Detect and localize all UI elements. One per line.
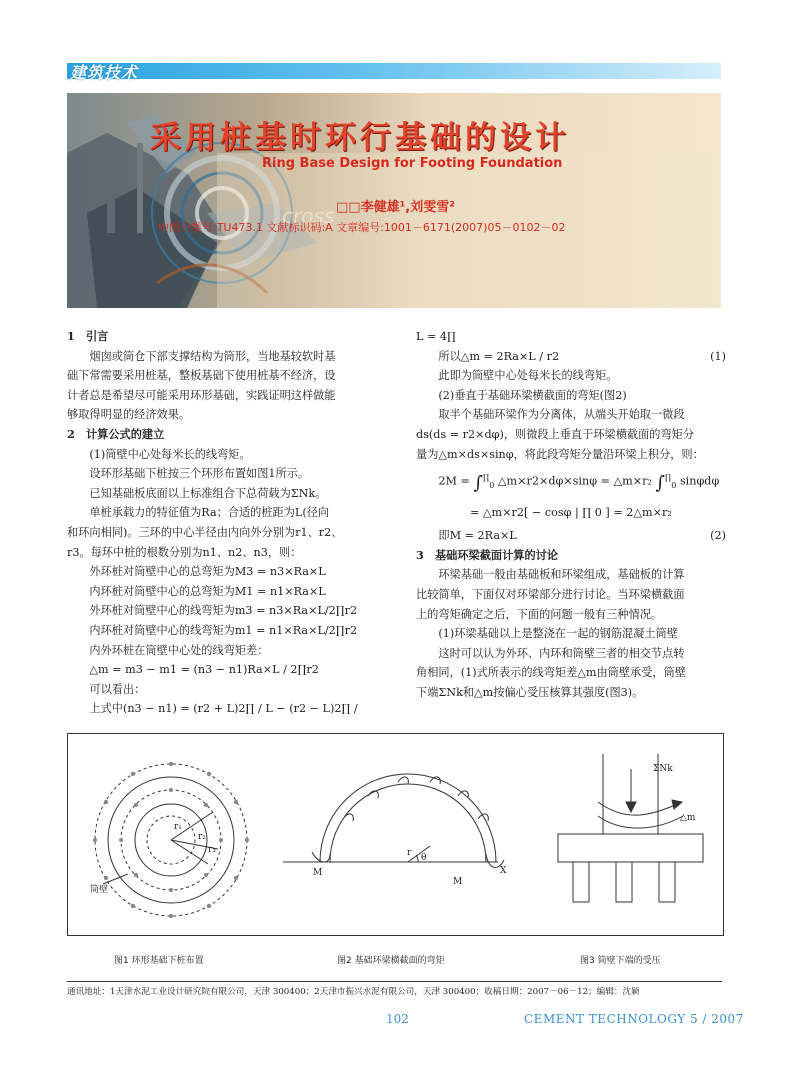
text-line: 烟囱或筒仓下部支撑结构为筒形，当地基较软时基 bbox=[89, 349, 336, 363]
integral-lower: 0 bbox=[489, 481, 495, 491]
text-line: (1)环梁基础以上是整浇在一起的钢筋混凝土筒壁 bbox=[438, 627, 678, 641]
equation-number: (1) bbox=[710, 349, 726, 363]
equation-text: 所以△m = 2Ra×L / r2 bbox=[438, 349, 560, 363]
text-line: 内环桩对筒壁中心的总弯矩为M1 = n1×Ra×L bbox=[89, 584, 326, 598]
figure-3-caption: 图3 筒壁下端的受压 bbox=[580, 956, 661, 966]
text-line: 和环向相同)。三环的中心半径由内向外分别为r1、r2、 bbox=[67, 525, 343, 539]
journal-name: CEMENT TECHNOLOGY 5 / 2007 bbox=[524, 1012, 744, 1026]
text-line: (1)筒壁中心处每米长的线弯矩。 bbox=[89, 447, 251, 461]
fig2-label-theta: θ bbox=[421, 853, 427, 863]
left-column bbox=[67, 327, 375, 719]
integral-sign-icon: ∫ bbox=[473, 472, 483, 494]
section-label: 建筑技术 bbox=[70, 63, 139, 82]
footnote-address: 通讯地址：1天津水泥工业设计研究院有限公司，天津 300400；2天津市振兴水泥有限公司，天津 300400；收稿日期：2007－06－12；编辑：沈颖 bbox=[67, 987, 640, 997]
integral-equation bbox=[416, 464, 726, 500]
text-line: 内环桩对筒壁中心的线弯矩为m1 = n1×Ra×L/2∏r2 bbox=[89, 623, 358, 637]
equation-1 bbox=[416, 347, 726, 367]
text-line: 已知基础板底面以上标准组合下总荷载为ΣNk。 bbox=[89, 486, 327, 500]
text-line: 下端ΣNk和△m按偏心受压核算其强度(图3)。 bbox=[416, 685, 644, 699]
page-title: 采用桩基时环行基础的设计 bbox=[150, 120, 570, 156]
text-line: 比较简单，下面仅对环梁部分进行讨论。当环梁横截面 bbox=[416, 587, 685, 601]
heading-intro: 1 引言 bbox=[67, 329, 109, 343]
header-band bbox=[67, 63, 721, 79]
integral-upper: ∏ bbox=[664, 473, 672, 483]
fig1-label-wall: 筒壁 bbox=[90, 885, 109, 895]
heading-discussion: 3 基础环梁截面计算的讨论 bbox=[416, 547, 559, 562]
text-line: 此即为筒壁中心处每米长的线弯矩。 bbox=[438, 369, 618, 383]
text-line: 量为△m×ds×sinφ，将此段弯矩分量沿环梁上积分，则： bbox=[416, 447, 704, 461]
text-line: 上的弯矩确定之后，下面的问题一般有三种情况。 bbox=[416, 607, 663, 621]
fig2-label-r: r bbox=[407, 848, 412, 858]
text-line: 上式中(n3 − n1) = (r2 + L)2∏ / L − (r2 − L)2∏ / bbox=[89, 702, 358, 716]
hero-watermark: cross bbox=[282, 204, 335, 228]
text-line: 础下常需要采用桩基，整板基础下使用桩基不经济，设 bbox=[67, 369, 336, 383]
integral-lower: 0 bbox=[671, 481, 677, 491]
text-line: 够取得明显的经济效果。 bbox=[67, 408, 191, 422]
text-line: 取半个基础环梁作为分离体，从端头开始取一微段 bbox=[438, 408, 685, 422]
authors: □□李健雄¹,刘雯雪² bbox=[336, 200, 455, 215]
figure-panel bbox=[67, 733, 724, 936]
text-line: 角相同，(1)式所表示的线弯矩差△m由筒壁承受，筒壁 bbox=[416, 666, 686, 680]
figure-1-ring-layout bbox=[93, 762, 249, 918]
figure-2-ring-beam-moment bbox=[283, 774, 504, 867]
fig2-label-m-left: M bbox=[313, 868, 323, 878]
english-subtitle: Ring Base Design for Footing Foundation bbox=[262, 156, 563, 171]
text-line: 单桩承载力的特征值为Ra；合适的桩距为L(径向 bbox=[89, 506, 330, 520]
heading-formula: 2 计算公式的建立 bbox=[67, 426, 165, 441]
fig3-label-nk: ΣNk bbox=[653, 764, 673, 774]
equation-number: (2) bbox=[710, 529, 726, 543]
text-line: 计者总是希望尽可能采用环形基础，实践证明这样做能 bbox=[67, 388, 336, 402]
equation-2 bbox=[416, 526, 726, 546]
integral-upper: ∏ bbox=[482, 473, 490, 483]
text-line: (2)垂直于基础环梁横截面的弯矩(图2) bbox=[438, 388, 627, 402]
text-line: L = 4∏ bbox=[416, 330, 456, 343]
page-number: 102 bbox=[386, 1012, 409, 1026]
text-line: ds(ds = r2×dφ)，则微段上垂直于环梁横截面的弯矩分 bbox=[416, 427, 695, 441]
fig1-label-r1: r₁ bbox=[174, 822, 182, 832]
text-line: r3。每环中桩的根数分别为n1、n2、n3，则： bbox=[67, 545, 302, 559]
text-line: 环梁基础一般由基础板和环梁组成，基础板的计算 bbox=[438, 568, 685, 582]
fig2-label-m-right: M bbox=[453, 877, 463, 887]
text-line: 设环形基础下桩按三个环形布置如图1所示。 bbox=[89, 467, 310, 481]
right-column bbox=[416, 327, 726, 702]
figure-1-caption: 图1 环形基础下桩布置 bbox=[114, 956, 204, 966]
figures-drawing bbox=[68, 734, 723, 935]
equation-rhs: sinφdφ bbox=[679, 474, 720, 488]
fig1-label-r2: r₂ bbox=[198, 832, 206, 842]
integral-sign-icon: ∫ bbox=[655, 472, 665, 494]
equation-text: 即M = 2Ra×L bbox=[438, 529, 517, 543]
fig2-label-x: X bbox=[500, 866, 507, 876]
text-line: △m = m3 − m1 = (n3 − n1)Ra×L / 2∏r2 bbox=[89, 663, 319, 677]
footer-rule bbox=[67, 981, 722, 982]
text-line: 可以看出： bbox=[89, 682, 146, 696]
fig3-label-dm: △m bbox=[680, 813, 696, 823]
figure-3-wall-compression bbox=[558, 754, 703, 902]
figure-2-caption: 图2 基础环梁横截面的弯矩 bbox=[337, 956, 445, 966]
equation-lhs: 2M = bbox=[438, 474, 470, 488]
classification-line: 中图分类号:TU473.1 文献标识码:A 文章编号:1001－6171(2007)05－0102－02 bbox=[158, 221, 566, 234]
text-line: 这时可以认为外环、内环和筒壁三者的相交节点转 bbox=[438, 646, 685, 660]
equation-mid: △m×r2×dφ×sinφ = △m×r₂ bbox=[497, 474, 652, 488]
equation-continuation: = △m×r2[ − cosφ | ∏ 0 ] = 2△m×r₂ bbox=[470, 506, 672, 520]
text-line: 外环桩对筒壁中心的线弯矩为m3 = n3×Ra×L/2∏r2 bbox=[89, 604, 358, 618]
fig1-label-r3: r₃ bbox=[208, 845, 216, 855]
text-line: 外环桩对筒壁中心的总弯矩为M3 = n3×Ra×L bbox=[89, 565, 326, 579]
text-line: 内外环桩在筒壁中心处的线弯矩差： bbox=[89, 643, 269, 657]
